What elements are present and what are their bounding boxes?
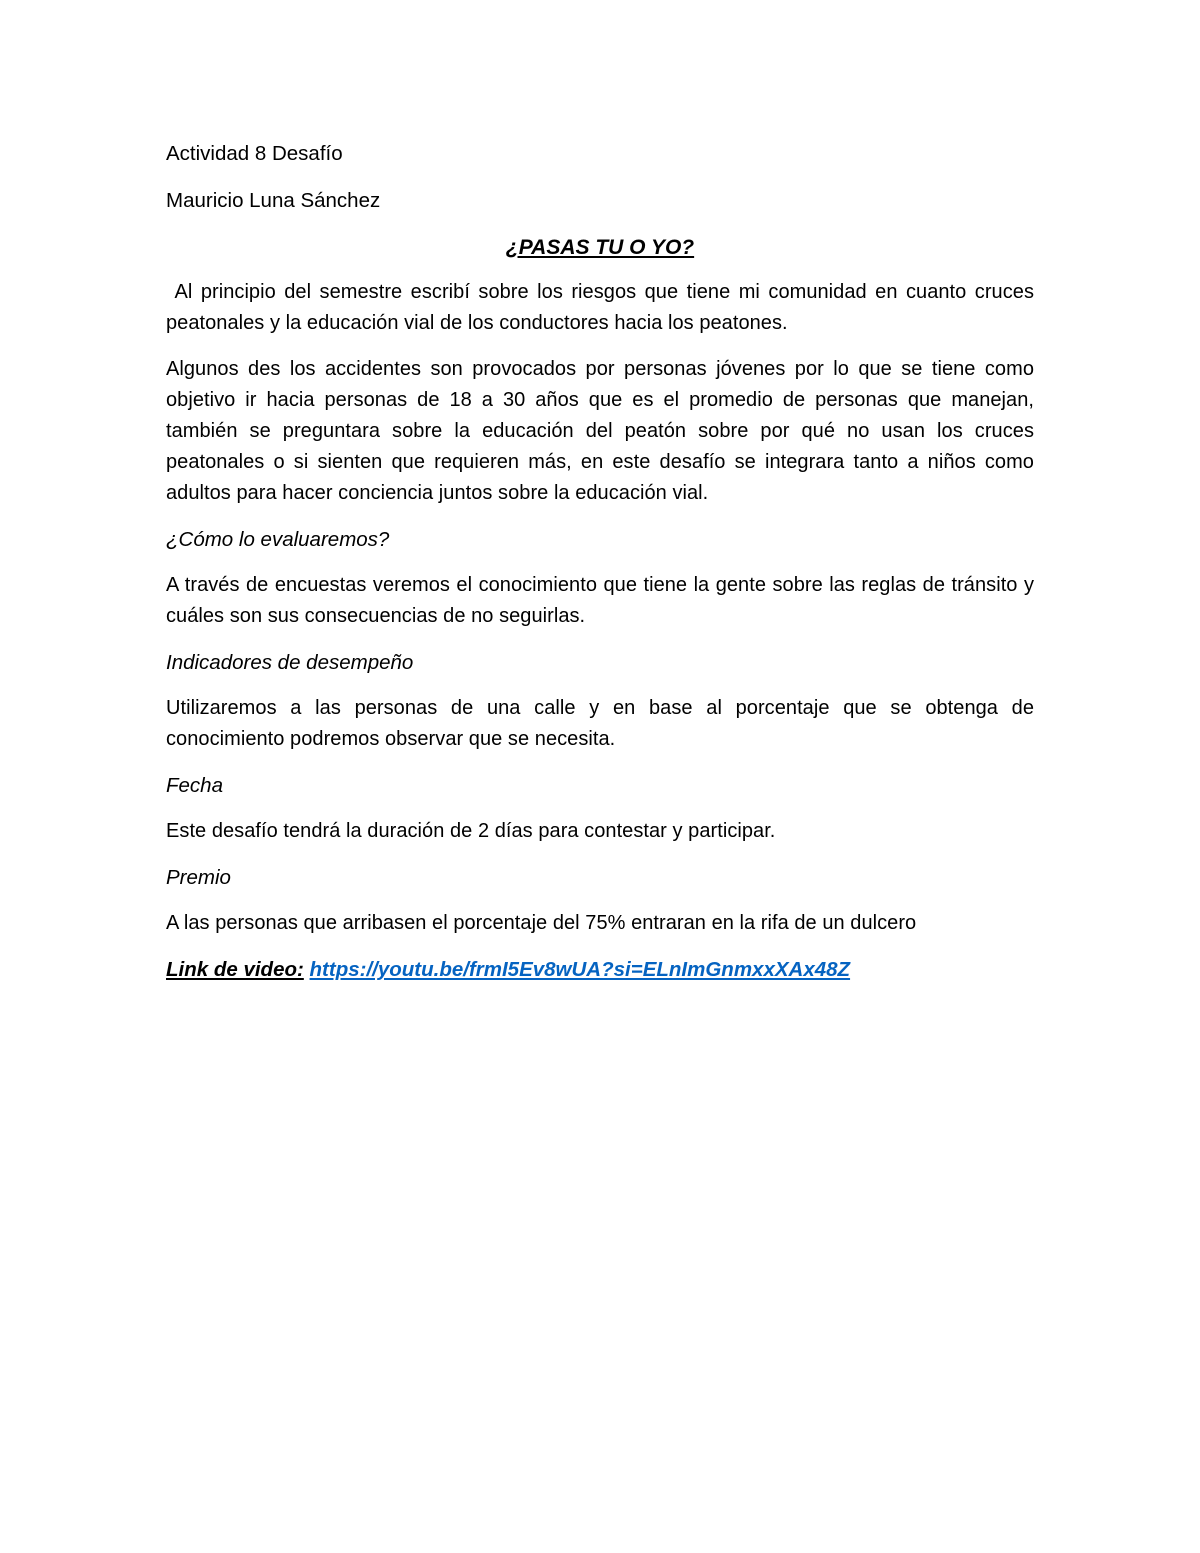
document-body (166, 138, 1040, 985)
document-title: ¿PASAS TU O YO? (505, 236, 695, 259)
intro-paragraph: Al principio del semestre escribí sobre los riesgos que tiene mi comunidad en cuanto cruces peatonales y la educación vial de los conductores hacia los peatones. (166, 281, 1040, 334)
section-body-date: Este desafío tendrá la duración de 2 días para contestar y participar. (166, 820, 776, 842)
section-heading-prize: Premio (166, 866, 231, 889)
objective-paragraph: Algunos des los accidentes son provocados por personas jóvenes por lo que se tiene como objetivo ir hacia personas de 18 a 30 años que es el promedio de personas que manejan, también se preguntara sobre la educación del peatón sobre por qué no usan los cruces peatonales o si sienten que requieren más, en este desafío se integrara tanto a niños como adultos para hacer conciencia juntos sobre la educación vial. (166, 358, 1034, 504)
author-name: Mauricio Luna Sánchez (166, 189, 381, 212)
section-heading-date: Fecha (166, 774, 223, 797)
video-link[interactable]: https://youtu.be/frmI5Ev8wUA?si=ELnImGnmxxXAx48Z (309, 958, 851, 981)
section-heading-evaluation: ¿Cómo lo evaluaremos? (166, 528, 390, 551)
video-link-label: Link de video: (166, 958, 304, 981)
section-body-indicators: Utilizaremos a las personas de una calle y en base al porcentaje que se obtenga de conocimiento podremos observar que se necesita. (166, 697, 1034, 750)
activity-title: Actividad 8 Desafío (166, 142, 343, 165)
video-link-line (166, 954, 1034, 985)
section-heading-indicators: Indicadores de desempeño (166, 651, 414, 674)
section-body-evaluation: A través de encuestas veremos el conocimiento que tiene la gente sobre las reglas de tránsito y cuáles son sus consecuencias de no seguirlas. (166, 574, 1034, 627)
section-body-prize: A las personas que arribasen el porcentaje del 75% entraran en la rifa de un dulcero (166, 912, 917, 934)
